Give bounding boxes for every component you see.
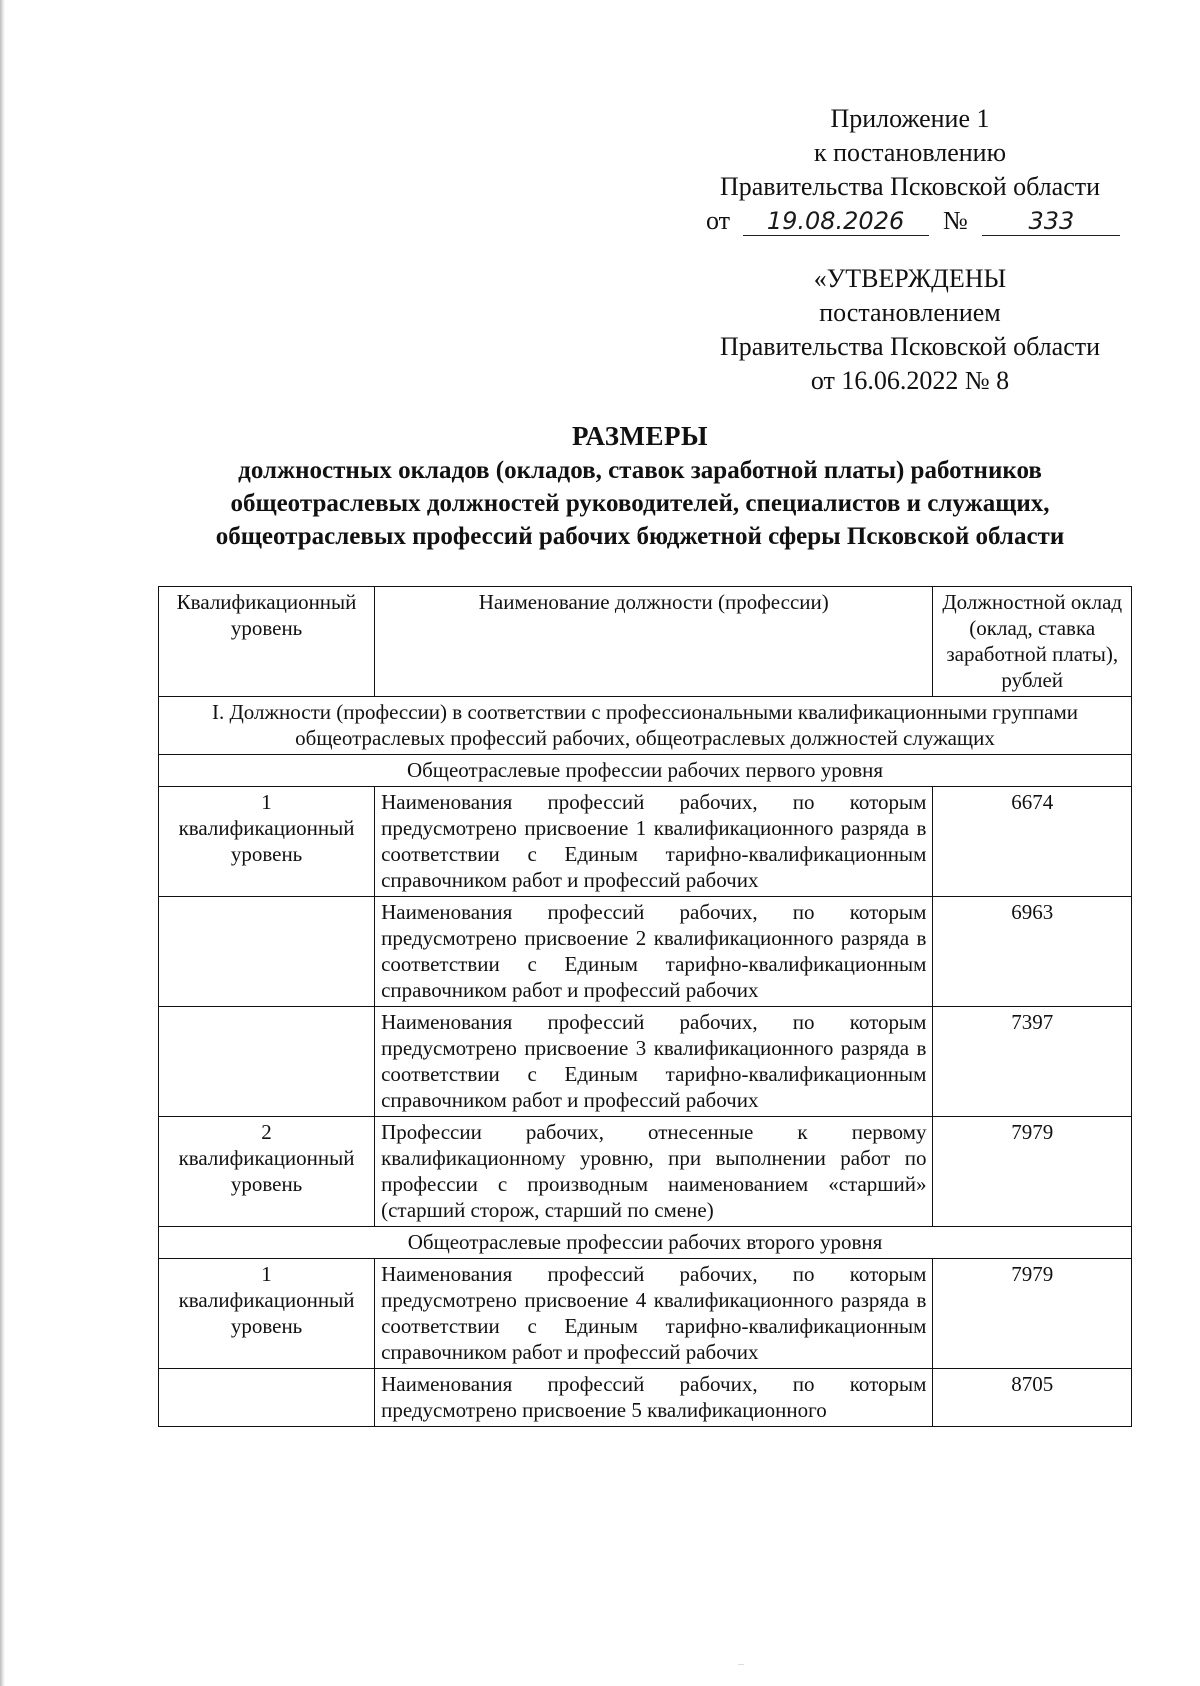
- profession-cell: Профессии рабочих, отнесенные к первому квалификационному уровню, при выполнении работ по профессии с производным наименованием «старший» (старший сторож, старший по смене): [375, 1117, 933, 1227]
- document-title: [160, 418, 1120, 553]
- level-text: квалификационный уровень: [178, 1288, 355, 1338]
- section-title: I. Должности (профессии) в соответствии с профессиональными квалификационными группами общеотраслевых профессий рабочих, общеотраслевых должностей служащих: [159, 697, 1132, 755]
- approved-line-3: Правительства Псковской области: [719, 332, 1101, 361]
- appendix-line-1: Приложение 1: [830, 104, 990, 133]
- appendix-line-2: к постановлению: [813, 138, 1007, 167]
- table-row: [159, 1369, 1132, 1427]
- level-cell: [159, 1369, 375, 1427]
- approval-block: [690, 262, 1130, 398]
- salary-cell: 6674: [933, 787, 1132, 897]
- level-text: квалификационный уровень: [178, 1146, 355, 1196]
- header-name: Наименование должности (профессии): [375, 587, 933, 697]
- level-number: 2: [261, 1120, 272, 1144]
- level-text: квалификационный уровень: [178, 816, 355, 866]
- scan-edge: [0, 0, 5, 1686]
- approved-line-1: «УТВЕРЖДЕНЫ: [813, 264, 1007, 293]
- approved-line-4: от 16.06.2022 № 8: [810, 366, 1010, 395]
- salary-cell: 7979: [933, 1259, 1132, 1369]
- salary-cell: 7397: [933, 1007, 1132, 1117]
- table-row: [159, 897, 1132, 1007]
- level-cell: [159, 787, 375, 897]
- header-level: Квалификационный уровень: [159, 587, 375, 697]
- salary-cell: 7979: [933, 1117, 1132, 1227]
- appendix-header: [690, 102, 1130, 238]
- level-cell: [159, 1007, 375, 1117]
- level-number: 1: [261, 1262, 272, 1286]
- scan-artifact: [738, 1664, 744, 1665]
- table-row: [159, 1117, 1132, 1227]
- profession-cell: Наименования профессий рабочих, по которым предусмотрено присвоение 5 квалификационного: [375, 1369, 933, 1427]
- profession-cell: Наименования профессий рабочих, по которым предусмотрено присвоение 1 квалификационного разряда в соответствии с Единым тарифно-квалификационным справочником работ и профессий рабочих: [375, 787, 933, 897]
- table-row: [159, 1259, 1132, 1369]
- appendix-line-3: Правительства Псковской области: [719, 172, 1101, 201]
- group-row: [159, 755, 1132, 787]
- profession-cell: Наименования профессий рабочих, по которым предусмотрено присвоение 4 квалификационного разряда в соответствии с Единым тарифно-квалификационным справочником работ и профессий рабочих: [375, 1259, 933, 1369]
- profession-cell: Наименования профессий рабочих, по которым предусмотрено присвоение 3 квалификационного разряда в соответствии с Единым тарифно-квалификационным справочником работ и профессий рабочих: [375, 1007, 933, 1117]
- salary-cell: 6963: [933, 897, 1132, 1007]
- level-number: 1: [261, 790, 272, 814]
- handwritten-number: 333: [982, 207, 1120, 236]
- group-title-1: Общеотраслевые профессии рабочих первого уровня: [159, 755, 1132, 787]
- group-row: [159, 1227, 1132, 1259]
- title-main: РАЗМЕРЫ: [571, 421, 709, 451]
- group-title-2: Общеотраслевые профессии рабочих второго уровня: [159, 1227, 1132, 1259]
- level-cell: [159, 1259, 375, 1369]
- date-prefix: от: [706, 206, 731, 235]
- section-row: [159, 697, 1132, 755]
- table-row: [159, 1007, 1132, 1117]
- level-cell: [159, 897, 375, 1007]
- handwritten-date: 19.08.2026: [743, 207, 929, 236]
- approved-line-2: постановлением: [819, 298, 1001, 327]
- profession-cell: Наименования профессий рабочих, по которым предусмотрено присвоение 2 квалификационного разряда в соответствии с Единым тарифно-квалификационным справочником работ и профессий рабочих: [375, 897, 933, 1007]
- appendix-date-line: [690, 204, 1130, 238]
- salary-table: [158, 586, 1132, 1427]
- table-row: [159, 787, 1132, 897]
- title-subtitle: должностных окладов (окладов, ставок заработной платы) работников общеотраслевых должностей руководителей, специалистов и служащих, общеотраслевых профессий рабочих бюджетной сферы Псковской области: [215, 457, 1065, 550]
- salary-cell: 8705: [933, 1369, 1132, 1427]
- table-header-row: [159, 587, 1132, 697]
- level-cell: [159, 1117, 375, 1227]
- header-salary: Должностной оклад (оклад, ставка заработной платы), рублей: [933, 587, 1132, 697]
- number-prefix: №: [943, 206, 968, 235]
